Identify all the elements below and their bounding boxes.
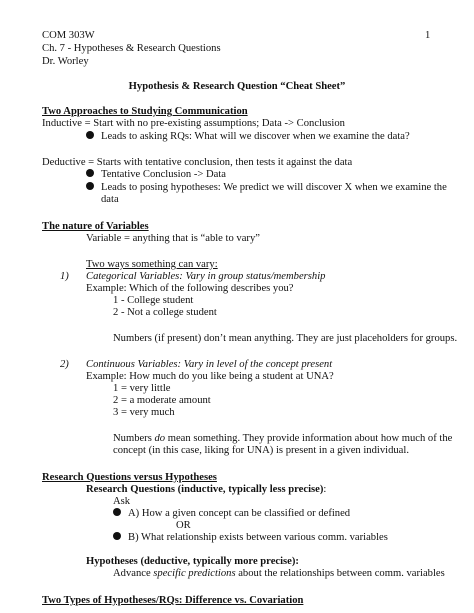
bullet-icon (86, 131, 94, 139)
item2-note-start: Numbers (113, 433, 155, 444)
item1-example: Example: Which of the following describes you? (86, 283, 294, 294)
rq-ask: Ask (113, 496, 131, 507)
item1-option-1: 1 - College student (113, 295, 194, 306)
item2-note-emphasis: do (154, 433, 166, 444)
rq-option-a (113, 508, 350, 520)
bullet-icon (86, 169, 94, 177)
hyp-desc-emphasis: specific predictions (153, 568, 236, 579)
item2-note (113, 433, 452, 445)
rq-heading (86, 484, 326, 496)
deductive-bullet-1 (86, 169, 226, 181)
hypotheses-description (113, 568, 445, 580)
item1-option-2: 2 - Not a college student (113, 307, 217, 318)
deductive-bullet-2-text: Leads to posing hypotheses: We predict we will discover X when we examine the (101, 182, 447, 193)
deductive-definition: Deductive = Starts with tentative conclusion, then tests it against the data (42, 157, 353, 168)
bullet-icon (113, 508, 121, 516)
page-number: 1 (425, 30, 431, 41)
item1-note: Numbers (if present) don’t mean anything. They are just placeholders for groups. (113, 333, 458, 344)
vary-subheading: Two ways something can vary: (86, 259, 218, 270)
instructor-line: Dr. Worley (42, 56, 89, 67)
rq-option-b (113, 532, 388, 544)
item2-title: Continuous Variables: Vary in level of the concept present (86, 359, 333, 370)
inductive-bullet-text: Leads to asking RQs: What will we discover when we examine the data? (101, 131, 410, 142)
rq-heading-text: Research Questions (inductive, typically less precise) (86, 484, 324, 495)
deductive-bullet-2 (86, 182, 447, 194)
rq-option-a-text: A) How a given concept can be classified or defined (128, 508, 351, 519)
hyp-desc-start: Advance (113, 568, 154, 579)
bullet-icon (86, 182, 94, 190)
page-title: Hypothesis & Research Question “Cheat Sheet” (128, 81, 346, 92)
deductive-bullet-1-text: Tentative Conclusion -> Data (101, 169, 226, 180)
inductive-bullet (86, 131, 410, 143)
hyp-desc-rest: about the relationships between comm. variables (235, 568, 445, 579)
bullet-icon (113, 532, 121, 540)
item1-number: 1) (60, 271, 69, 282)
item2-note-rest: mean something. They provide information about how much of the (165, 433, 453, 444)
item2-option-1: 1 = very little (113, 383, 171, 394)
item2-note-line-2: concept (in this case, liking for UNA) is present in a given individual. (113, 445, 409, 456)
deductive-bullet-2-continued: data (101, 194, 119, 205)
section-heading-hypothesis-types: Two Types of Hypotheses/RQs: Difference vs. Covariation (42, 595, 304, 606)
item2-option-3: 3 = very much (113, 407, 175, 418)
item2-option-2: 2 = a moderate amount (113, 395, 211, 406)
rq-or: OR (176, 520, 191, 531)
inductive-definition: Inductive = Start with no pre-existing assumptions; Data -> Conclusion (42, 118, 345, 129)
hypotheses-heading: Hypotheses (deductive, typically more precise): (86, 556, 299, 567)
course-code: COM 303W (42, 30, 95, 41)
item2-number: 2) (60, 359, 69, 370)
rq-heading-colon: : (323, 484, 327, 495)
chapter-line: Ch. 7 - Hypotheses & Research Questions (42, 43, 221, 54)
variable-definition: Variable = anything that is “able to vary” (86, 233, 260, 244)
rq-option-b-text: B) What relationship exists between various comm. variables (128, 532, 388, 543)
section-heading-approaches: Two Approaches to Studying Communication (42, 106, 248, 117)
section-heading-rq-vs-hyp: Research Questions versus Hypotheses (42, 472, 217, 483)
section-heading-variables: The nature of Variables (42, 221, 149, 232)
item1-title: Categorical Variables: Vary in group status/membership (86, 271, 326, 282)
item2-example: Example: How much do you like being a student at UNA? (86, 371, 334, 382)
